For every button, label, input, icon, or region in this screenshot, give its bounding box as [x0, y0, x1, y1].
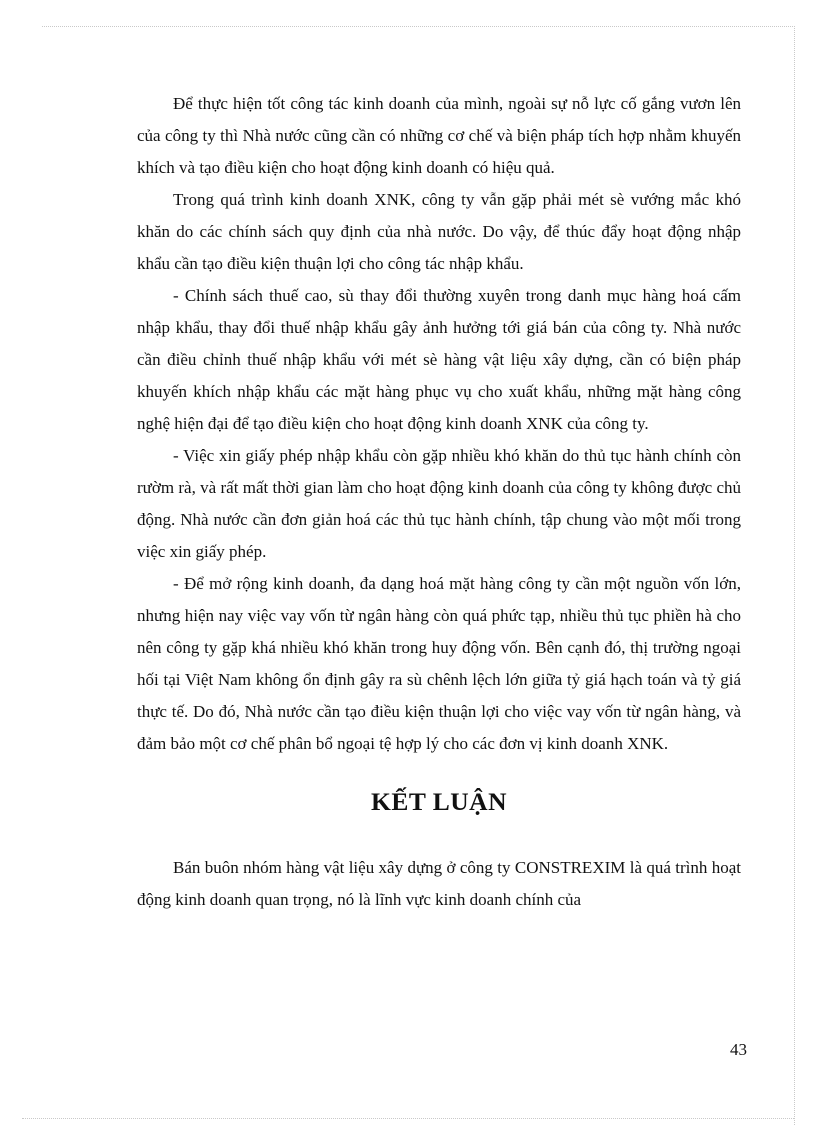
paragraph-import-license: - Việc xin giấy phép nhập khẩu còn gặp nhiều khó khăn do thủ tục hành chính còn rườm rà, và rất mất thời gian làm cho hoạt động kinh doanh của công ty không được chủ động. Nhà nước cần đơn giản hoá các thủ tục hành chính, tập chung vào một mối trong việc xin giấy phép.: [137, 446, 741, 561]
paragraph-tax-policy: - Chính sách thuế cao, sù thay đổi thường xuyên trong danh mục hàng hoá cấm nhập khẩu, thay đổi thuế nhập khẩu gây ảnh hưởng tới giá bán của công ty. Nhà nước cần điều chỉnh thuế nhập khẩu với mét sè hàng vật liệu xây dựng, cần có biện pháp khuyến khích nhập khẩu các mặt hàng phục vụ cho xuất khẩu, những mặt hàng công nghệ hiện đại để tạo điều kiện cho hoạt động kinh doanh XNK của công ty.: [137, 286, 741, 433]
page-bottom-divider: [22, 1118, 794, 1119]
paragraph-intro: Để thực hiện tốt công tác kinh doanh của mình, ngoài sự nỗ lực cố gắng vươn lên của công ty thì Nhà nước cũng cần có những cơ chế và biện pháp tích hợp nhằm khuyến khích và tạo điều kiện cho hoạt động kinh doanh có hiệu quả.: [137, 94, 741, 177]
section-heading-conclusion: KẾT LUẬN: [370, 787, 508, 816]
paragraph-capital: - Để mở rộng kinh doanh, đa dạng hoá mặt hàng công ty cần một nguồn vốn lớn, nhưng hiện nay việc vay vốn từ ngân hàng còn quá phức tạp, nhiều thủ tục phiền hà cho nên công ty gặp khá nhiều khó khăn trong huy động vốn. Bên cạnh đó, thị trường ngoại hối tại Việt Nam không ổn định gây ra sù chênh lệch lớn giữa tỷ giá hạch toán và tỷ giá thực tế. Do đó, Nhà nước cần tạo điều kiện thuận lợi cho việc vay vốn từ ngân hàng, và đảm bảo một cơ chế phân bổ ngoại tệ hợp lý cho các đơn vị kinh doanh XNK.: [137, 574, 741, 753]
document-body: [137, 88, 741, 916]
page-number: 43: [730, 1040, 747, 1059]
paragraph-difficulties: Trong quá trình kinh doanh XNK, công ty vẫn gặp phải mét sè vướng mắc khó khăn do các chính sách quy định của nhà nước. Do vậy, để thúc đẩy hoạt động nhập khẩu cần tạo điều kiện thuận lợi cho công tác nhập khẩu.: [137, 190, 741, 273]
paragraph-conclusion: Bán buôn nhóm hàng vật liệu xây dựng ở công ty CONSTREXIM là quá trình hoạt động kinh doanh quan trọng, nó là lĩnh vực kinh doanh chính của: [137, 858, 741, 909]
